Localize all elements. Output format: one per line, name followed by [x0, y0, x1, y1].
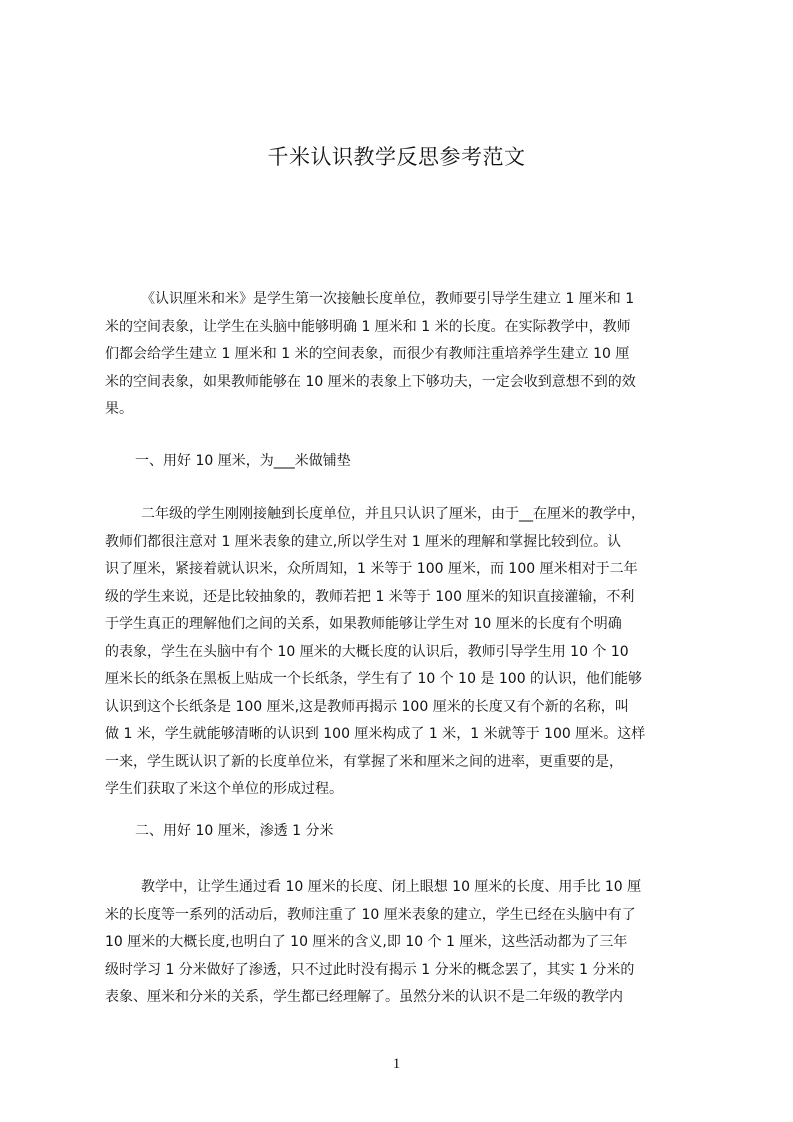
- text-line: 学生们获取了米这个单位的形成过程。: [105, 781, 343, 797]
- text-line: 10 厘米的大概长度,也明白了 10 厘米的含义,即 10 个 1 厘米，这些活动都为了三年: [105, 934, 628, 950]
- text-line: 米的长度等一系列的活动后，教师注重了 10 厘米表象的建立，学生已经在头脑中有了: [105, 906, 636, 923]
- text-line: 《认识厘米和米》是学生第一次接触长度单位，教师要引导学生建立 1 厘米和 1: [141, 291, 635, 307]
- text-line: 识了厘米，紧接着就认识米，众所周知，1 米等于 100 厘米，而 100 厘米相对于二年: [105, 561, 638, 577]
- text-line: 厘米长的纸条在黑板上贴成一个长纸条，学生有了 10 个 10 是 100 的认识，他们能够: [105, 671, 643, 687]
- paragraph-section-2: [105, 874, 697, 1012]
- section-heading-text: 一、用好 10 厘米，为___米做铺垫: [135, 453, 351, 469]
- text-line: 的表象，学生在头脑中有个 10 厘米的大概长度的认识后，教师引导学生用 10 个 10: [105, 643, 629, 660]
- section-heading-text: 二、用好 10 厘米，渗透 1 分米: [135, 823, 334, 839]
- text-line: 一来，学生既认识了新的长度单位米，有掌握了米和厘米之间的进率，更重要的是，: [105, 753, 623, 770]
- text-line: 米的空间表象，让学生在头脑中能够明确 1 厘米和 1 米的长度。在实际教学中，教师: [105, 318, 631, 335]
- text-line: 于学生真正的理解他们之间的关系，如果教师能够让学生对 10 厘米的长度有个明确: [105, 616, 622, 632]
- text-line: 米的空间表象，如果教师能够在 10 厘米的表象上下够功夫，一定会收到意想不到的效: [105, 373, 636, 390]
- paragraph-intro: [105, 286, 697, 424]
- text-line: 教学中，让学生通过看 10 厘米的长度、闭上眼想 10 厘米的长度、用手比 10 厘: [141, 879, 642, 895]
- text-line: 认识到这个长纸条是 100 厘米,这是教师再揭示 100 厘米的长度又有个新的名称，叫: [105, 698, 629, 715]
- text-line: 们都会给学生建立 1 厘米和 1 米的空间表象，而很少有教师注重培养学生建立 10 厘: [105, 346, 630, 362]
- text-line: 表象、厘米和分米的关系，学生都已经理解了。虽然分米的认识不是二年级的教学内: [105, 989, 623, 1005]
- text-line: 教师们都很注意对 1 厘米表象的建立,所以学生对 1 厘米的理解和掌握比较到位。认: [105, 533, 622, 550]
- text-line: 二年级的学生刚刚接触到长度单位，并且只认识了厘米，由于__在厘米的教学中，: [141, 506, 645, 522]
- text-line: 级的学生来说，还是比较抽象的，教师若把 1 米等于 100 厘米的知识直接灌输，不利: [105, 588, 635, 605]
- document-title: 千米认识教学反思参考范文: [267, 145, 526, 169]
- text-line: 做 1 米，学生就能够清晰的认识到 100 厘米构成了 1 米，1 米就等于 100 厘米。这样: [105, 726, 646, 742]
- text-line: 级时学习 1 分米做好了渗透，只不过此时没有揭示 1 分米的概念罢了，其实 1 分米的: [105, 961, 635, 978]
- text-line: 果。: [105, 401, 133, 417]
- section-heading-1: [105, 448, 697, 476]
- section-heading-2: [105, 818, 697, 846]
- page-number: 1: [392, 1056, 401, 1072]
- paragraph-section-1: [105, 501, 697, 804]
